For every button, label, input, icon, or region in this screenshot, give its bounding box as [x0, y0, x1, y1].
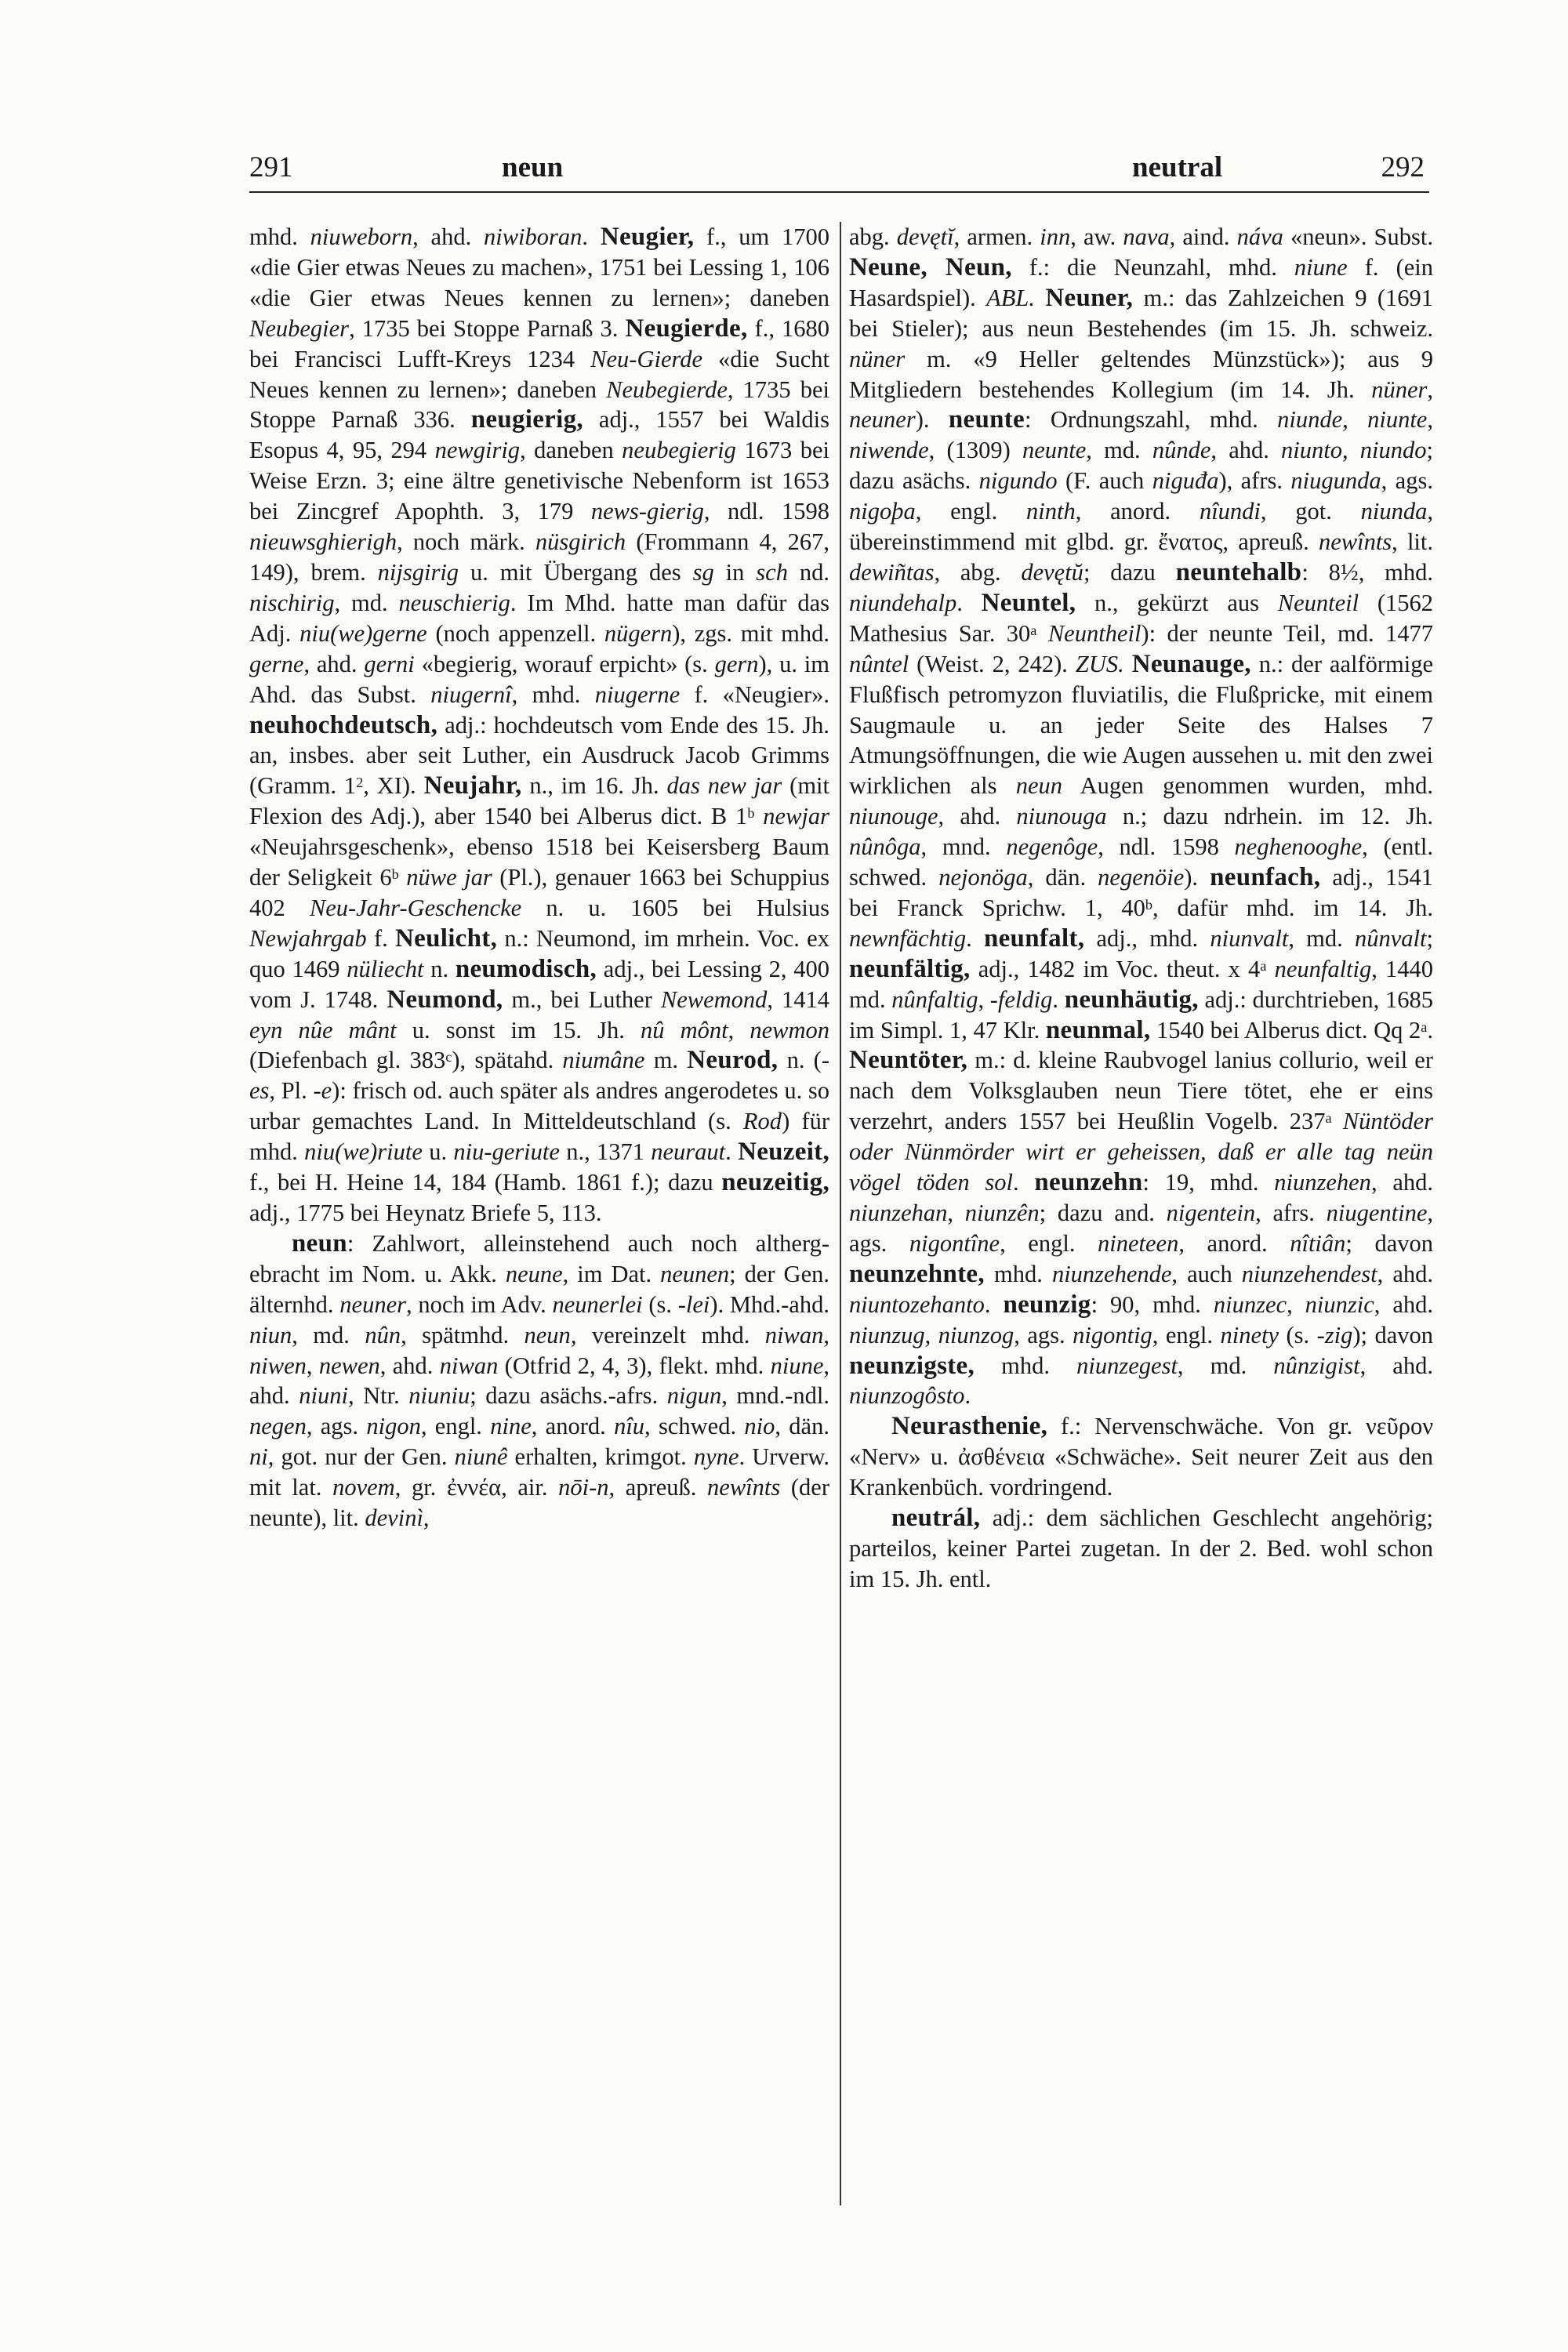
running-header [249, 147, 1429, 193]
entry-paragraph: neutrál, adj.: dem sächlichen Geschlecht angehörig; parteilos, keiner Partei zugetan. In der 2. Bed. wohl schon im 15. Jh. entl. [849, 1504, 1433, 1592]
entry-paragraph: Neurasthenie, f.: Nervenschwäche. Von gr. νεῦρον «Nerv» u. ἀσθένεια «Schwäche». Seit neurer Zeit aus den Krankenbüch. vordringend. [849, 1412, 1433, 1501]
right-column [849, 222, 1433, 1595]
right-page-number: 292 [1381, 151, 1425, 183]
left-column [249, 222, 829, 1534]
entry-paragraph: mhd. niuweborn, ahd. niwiboran. Neugier, f., um 1700 «die Gier etwas Neues zu machen», 1751 bei Lessing 1, 106 «die Gier etwas Neues kennen zu lernen»; daneben Neubegier, 1735 bei Stoppe Parnaß 3. Neugierde, f., 1680 bei Francisci Lufft-Kreys 1234 Neu-Gierde «die Sucht Neues kennen zu lernen»; daneben Neubegierde, 1735 bei Stoppe Parnaß 336. neugierig, adj., 1557 bei Waldis Esopus 4, 95, 294 newgirig, daneben neubegierig 1673 bei Weise Erzn. 3; eine ältre genetivische Nebenform ist 1653 bei Zincgref Apophth. 3, 179 news-gierig, ndl. 1598 nieuwsghierigh, noch märk. nüsgirich (Frommann 4, 267, 149), brem. nijsgirig u. mit Übergang des sg in sch nd. nischirig, md. neuschierig. Im Mhd. hatte man dafür das Adj. niu(we)gerne (noch appenzell. nügern), zgs. mit mhd. gerne, ahd. gerni «begierig, worauf erpicht» (s. gern), u. im Ahd. das Subst. niugernî, mhd. niugerne f. «Neugier». neuhochdeutsch, adj.: hochdeutsch vom Ende des 15. Jh. an, insbes. aber seit Luther, ein Ausdruck Jacob Grimms (Gramm. $1^2$, XI). Neujahr, n., im 16. Jh. das new jar (mit Flexion des Adj.), aber 1540 bei Alberus dict. B 1$^b$ newjar «Neujahrsgeschenk», ebenso 1518 bei Keisersberg Baum der Seligkeit 6$^b$ nüwe jar (Pl.), genauer 1663 bei Schuppius 402 Neu-Jahr-Geschencke n. u. 1605 bei Hulsius Newjahrgab f. Neulicht, n.: Neumond, im mrhein. Voc. ex quo 1469 nüliecht n. neumodisch, adj., bei Lessing 2, 400 vom J. 1748. Neumond, m., bei Luther Newemond, 1414 eyn nûe mânt u. sonst im 15. Jh. nû mônt, newmon (Diefenbach gl. 383$^c$), spätahd. niumâne m. Neurod, n. (-es, Pl. -e): frisch od. auch später als andres angerodetes u. so urbar gemachtes Land. In Mitteldeutschland (s. Rod) für mhd. niu(we)riute u. niu-geriute n., 1371 neuraut. Neuzeit, f., bei H. Heine 14, 184 (Hamb. 1861 f.); dazu neuzeitig, adj., 1775 bei Heynatz Briefe 5, 113. [249, 223, 830, 1226]
left-page-number: 291 [249, 151, 293, 183]
column-divider [840, 222, 841, 2205]
entry-paragraph: abg. devętĭ, armen. inn, aw. nava, aind. náva «neun». Subst. Neune, Neun, f.: die Neunzahl, mhd. niune f. (ein Hasardspiel). ABL. Neuner, m.: das Zahlzeichen 9 (1691 bei Stieler); aus neun Bestehendes (im 15. Jh. schweiz. nüner m. «9 Heller geltendes Münzstück»); aus 9 Mitgliedern bestehendes Kollegium (im 14. Jh. nüner, neuner). neunte: Ordnungszahl, mhd. niunde, niunte, niwende, (1309) neunte, md. nûnde, ahd. niunto, niundo; dazu asächs. nigundo (F. auch niguđa), afrs. niugunda, ags. nigoþa, engl. ninth, anord. nîundi, got. niunda, übereinstimmend mit glbd. gr. ἔνατος, apreuß. newînts, lit. dewiñtas, abg. devętŭ; dazu neuntehalb: 8½, mhd. niundehalp. Neuntel, n., gekürzt aus Neunteil (1562 Mathesius Sar. 30$^a$ Neuntheil): der neunte Teil, md. 1477 nûntel (Weist. 2, 242). ZUS. Neunauge, n.: der aalförmige Flußfisch petromyzon fluviatilis, die Flußpricke, mit einem Saugmaule u. an jeder Seite des Halses 7 Atmungsöffnungen, die wie Augen aussehen u. mit den zwei wirklichen als neun Augen genommen wurden, mhd. niunouge, ahd. niunouga n.; dazu ndrhein. im 12. Jh. nûnôga, mnd. negenôge, ndl. 1598 neghenooghe, (entl. schwed. nejonöga, dän. negenöie). neunfach, adj., 1541 bei Franck Sprichw. 1, 40$^b$, dafür mhd. im 14. Jh. newnfächtig. neunfalt, adj., mhd. niunvalt, md. nûnvalt; neunfältig, adj., 1482 im Voc. theut. x 4$^a$ neunfaltig, 1440 md. nûnfaltig, -feldig. neunhäutig, adj.: durchtrieben, 1685 im Simpl. 1, 47 Klr. neunmal, 1540 bei Alberus dict. Qq 2$^a$. Neuntöter, m.: d. kleine Raubvogel lanius collurio, weil er nach dem Volksglauben neun Tiere tötet, ehe er eins verzehrt, anders 1557 bei Heußlin Vogelb. 237$^a$ Nüntöder oder Nünmörder wirt er geheissen, daß er alle tag neün vögel töden sol. neunzehn: 19, mhd. niunzehen, ahd. niunzehan, niunzên; dazu and. nigentein, afrs. niugentine, ags. nigontîne, engl. nineteen, anord. nîtiân; davon neunzehnte, mhd. niunzehende, auch niunzehendest, ahd. niuntozehanto. neunzig: 90, mhd. niunzec, niunzic, ahd. niunzug, niunzog, ags. nigontig, engl. ninety (s. -zig); davon neunzigste, mhd. niunzegest, md. nûnzigist, ahd. niunzogôsto. [849, 223, 1434, 1410]
left-headword: neun [502, 151, 564, 183]
right-headword: neutral [1132, 151, 1223, 183]
entry-paragraph: neun: Zahlwort, alleinstehend auch noch althergebracht im Nom. u. Akk. neune, im Dat. neunen; der Gen. älternhd. neuner, noch im Adv. neunerlei (s. -lei). Mhd.-ahd. niun, md. nûn, spätmhd. neun, vereinzelt mhd. niwan, niwen, newen, ahd. niwan (Otfrid 2, 4, 3), flekt. mhd. niune, ahd. niuni, Ntr. niuniu; dazu asächs.-afrs. nigun, mnd.-ndl. negen, ags. nigon, engl. nine, anord. nîu, schwed. nio, dän. ni, got. nur der Gen. niunê erhalten, krimgot. nyne. Urverw. mit lat. novem, gr. ἐννέα, air. nōi-n, apreuß. newînts (der neunte), lit. devinì, [249, 1229, 829, 1532]
